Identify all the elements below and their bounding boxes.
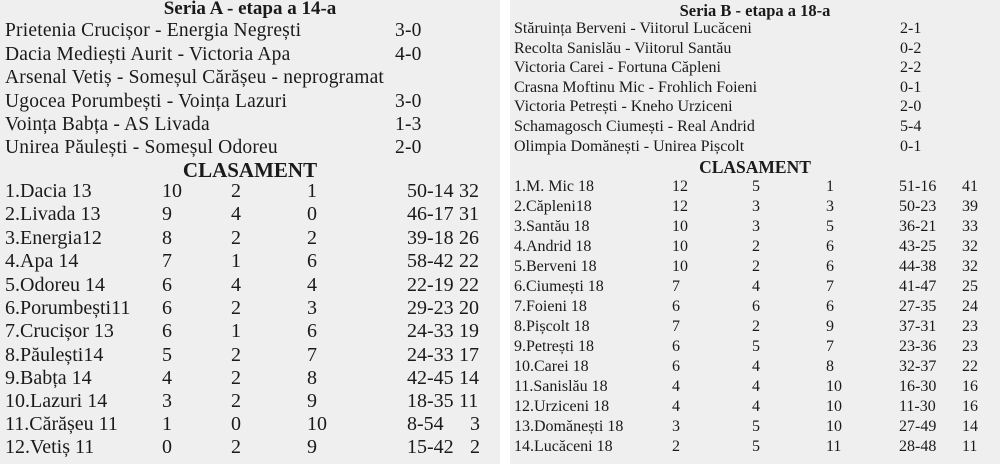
points-cell: 14: [459, 367, 479, 389]
draws-cell: 2: [231, 344, 241, 366]
team-cell: 4.Apa 14: [5, 250, 79, 272]
standings-row: [514, 198, 994, 218]
draws-cell: 2: [231, 367, 241, 389]
draws-cell: 5: [752, 438, 760, 455]
wins-cell: 10: [162, 180, 182, 202]
match-row: [5, 44, 495, 68]
team-cell: 9.Babța 14: [5, 367, 92, 389]
losses-cell: 9: [307, 390, 317, 412]
goals-cell: 16-30: [899, 378, 937, 395]
goals-cell: 8-54: [407, 413, 444, 435]
team-cell: 6.Porumbești11: [5, 297, 131, 319]
team-cell: 5.Odoreu 14: [5, 274, 105, 296]
team-cell: 3.Santău 18: [514, 218, 590, 235]
draws-cell: 1: [231, 250, 241, 272]
points-cell: 25: [962, 278, 978, 295]
wins-cell: 2: [672, 438, 680, 455]
losses-cell: 6: [826, 238, 834, 255]
standings-row: [5, 413, 495, 438]
standings-row: [514, 298, 994, 318]
draws-cell: 2: [752, 318, 760, 335]
standings-row: [514, 218, 994, 238]
team-cell: 13.Domănești 18: [514, 418, 624, 435]
draws-cell: 4: [752, 278, 760, 295]
points-cell: 33: [962, 218, 978, 235]
match-row: [5, 67, 495, 91]
team-cell: 10.Lazuri 14: [5, 390, 108, 412]
standings-row: [5, 203, 495, 228]
team-cell: 12.Vetiș 11: [5, 436, 95, 458]
points-cell: 23: [962, 338, 978, 355]
goals-cell: 27-49: [899, 418, 937, 435]
match-teams: Voința Babța - AS Livada: [5, 114, 210, 135]
standings-row: [514, 358, 994, 378]
serie-a-title: Seria A - etapa a 14-a: [163, 0, 337, 19]
match-score: 0-1: [900, 138, 922, 155]
goals-cell: 18-35: [407, 390, 454, 412]
wins-cell: 9: [162, 203, 172, 225]
match-score: 2-0: [395, 137, 422, 158]
points-cell: 41: [962, 178, 978, 195]
match-teams: Prietenia Crucișor - Energia Negrești: [5, 20, 302, 41]
goals-cell: 24-33: [407, 344, 454, 366]
team-cell: 8.Pișcolt 18: [514, 318, 590, 335]
match-row: [5, 114, 495, 138]
standings-row: [5, 344, 495, 369]
losses-cell: 1: [307, 180, 317, 202]
losses-cell: 11: [826, 438, 842, 455]
points-cell: 39: [962, 198, 978, 215]
goals-cell: 27-35: [899, 298, 937, 315]
points-cell: 16: [962, 378, 978, 395]
wins-cell: 6: [672, 298, 680, 315]
losses-cell: 3: [307, 297, 317, 319]
team-cell: 1.M. Mic 18: [514, 178, 594, 195]
losses-cell: 8: [307, 367, 317, 389]
points-cell: 22: [962, 358, 978, 375]
match-teams: Olimpia Domănești - Unirea Pișcolt: [514, 138, 745, 155]
serie-b-panel: [510, 0, 1000, 464]
draws-cell: 3: [752, 198, 760, 215]
points-cell: 2: [470, 436, 480, 458]
losses-cell: 6: [826, 298, 834, 315]
points-cell: 14: [962, 418, 978, 435]
goals-cell: 41-47: [899, 278, 937, 295]
match-teams: Schamagosch Ciumești - Real Andrid: [514, 118, 755, 135]
goals-cell: 43-25: [899, 238, 937, 255]
draws-cell: 5: [752, 418, 760, 435]
draws-cell: 4: [752, 398, 760, 415]
wins-cell: 6: [162, 320, 172, 342]
draws-cell: 2: [231, 436, 241, 458]
match-score: 3-0: [395, 20, 422, 41]
goals-cell: 44-38: [899, 258, 937, 275]
wins-cell: 4: [672, 378, 680, 395]
match-row: [514, 79, 994, 98]
points-cell: 11: [459, 390, 479, 412]
losses-cell: 6: [307, 250, 317, 272]
wins-cell: 12: [672, 198, 688, 215]
standings-row: [5, 227, 495, 252]
standings-row: [514, 418, 994, 438]
match-row: [5, 20, 495, 44]
standings-row: [514, 278, 994, 298]
standings-row: [514, 258, 994, 278]
team-cell: 2.Căpleni18: [514, 198, 592, 215]
wins-cell: 4: [672, 398, 680, 415]
losses-cell: 2: [307, 227, 317, 249]
match-score: 0-1: [900, 79, 922, 96]
points-cell: 22: [459, 250, 479, 272]
goals-cell: 24-33: [407, 320, 454, 342]
match-row: [514, 138, 994, 157]
wins-cell: 1: [162, 413, 172, 435]
losses-cell: 10: [307, 413, 327, 435]
wins-cell: 10: [672, 218, 688, 235]
wins-cell: 7: [672, 278, 680, 295]
match-teams: Arsenal Vetiș - Someșul Cărășeu - neprogramat: [5, 67, 385, 88]
losses-cell: 10: [826, 378, 842, 395]
draws-cell: 4: [752, 358, 760, 375]
wins-cell: 3: [162, 390, 172, 412]
standings-row: [5, 250, 495, 275]
goals-cell: 23-36: [899, 338, 937, 355]
team-cell: 10.Carei 18: [514, 358, 589, 375]
wins-cell: 7: [672, 318, 680, 335]
draws-cell: 5: [752, 338, 760, 355]
wins-cell: 10: [672, 258, 688, 275]
losses-cell: 7: [826, 338, 834, 355]
draws-cell: 1: [231, 320, 241, 342]
standings-row: [5, 320, 495, 345]
match-teams: Ugocea Porumbești - Voința Lazuri: [5, 91, 288, 112]
wins-cell: 8: [162, 227, 172, 249]
losses-cell: 10: [826, 398, 842, 415]
draws-cell: 2: [231, 227, 241, 249]
match-teams: Victoria Carei - Fortuna Căpleni: [514, 59, 721, 76]
standings-row: [5, 390, 495, 415]
match-score: 3-0: [395, 91, 422, 112]
team-cell: 2.Livada 13: [5, 203, 101, 225]
match-row: [514, 59, 994, 78]
standings-row: [5, 297, 495, 322]
match-teams: Stăruința Berveni - Viitorul Lucăceni: [514, 20, 752, 37]
points-cell: 31: [459, 203, 479, 225]
draws-cell: 6: [752, 298, 760, 315]
goals-cell: 11-30: [899, 398, 936, 415]
team-cell: 11.Cărășeu 11: [5, 413, 118, 435]
match-row: [514, 98, 994, 117]
match-teams: Dacia Mediești Aurit - Victoria Apa: [5, 44, 291, 65]
match-teams: Recolta Sanislău - Viitorul Santău: [514, 40, 732, 57]
standings-row: [5, 367, 495, 392]
team-cell: 6.Ciumești 18: [514, 278, 604, 295]
serie-b-title: Seria B - etapa a 18-a: [679, 1, 831, 20]
points-cell: 17: [459, 344, 479, 366]
wins-cell: 6: [162, 297, 172, 319]
match-teams: Victoria Petrești - Kneho Urziceni: [514, 98, 733, 115]
match-score: 2-0: [900, 98, 922, 115]
match-teams: Unirea Păulești - Someșul Odoreu: [5, 137, 278, 158]
match-score: 2-2: [900, 59, 922, 76]
points-cell: 19: [459, 320, 479, 342]
losses-cell: 8: [826, 358, 834, 375]
standings-row: [514, 338, 994, 358]
draws-cell: 0: [231, 413, 241, 435]
match-score: 0-2: [900, 40, 922, 57]
losses-cell: 10: [826, 418, 842, 435]
team-cell: 7.Crucișor 13: [5, 320, 114, 342]
points-cell: 16: [962, 398, 978, 415]
losses-cell: 0: [307, 203, 317, 225]
losses-cell: 3: [826, 198, 834, 215]
standings-row: [514, 178, 994, 198]
wins-cell: 4: [162, 367, 172, 389]
points-cell: 24: [962, 298, 978, 315]
match-row: [514, 118, 994, 137]
draws-cell: 4: [231, 203, 241, 225]
match-score: 4-0: [395, 44, 422, 65]
goals-cell: 32-37: [899, 358, 937, 375]
losses-cell: 9: [307, 436, 317, 458]
draws-cell: 5: [752, 178, 760, 195]
losses-cell: 9: [826, 318, 834, 335]
draws-cell: 2: [752, 238, 760, 255]
match-row: [514, 40, 994, 59]
standings-title: CLASAMENT: [699, 157, 811, 177]
standings-row: [5, 180, 495, 205]
match-row: [514, 20, 994, 39]
standings-row: [514, 398, 994, 418]
team-cell: 7.Foieni 18: [514, 298, 587, 315]
losses-cell: 4: [307, 274, 317, 296]
team-cell: 14.Lucăceni 18: [514, 438, 613, 455]
team-cell: 5.Berveni 18: [514, 258, 597, 275]
points-cell: 23: [962, 318, 978, 335]
draws-cell: 2: [752, 258, 760, 275]
points-cell: 22: [459, 274, 479, 296]
goals-cell: 46-17: [407, 203, 454, 225]
standings-row: [514, 378, 994, 398]
draws-cell: 3: [752, 218, 760, 235]
goals-cell: 22-19: [407, 274, 454, 296]
losses-cell: 6: [307, 320, 317, 342]
draws-cell: 2: [231, 390, 241, 412]
goals-cell: 28-48: [899, 438, 937, 455]
points-cell: 32: [962, 238, 978, 255]
losses-cell: 5: [826, 218, 834, 235]
wins-cell: 6: [672, 358, 680, 375]
draws-cell: 4: [752, 378, 760, 395]
match-score: 1-3: [395, 114, 422, 135]
standings-row: [514, 318, 994, 338]
losses-cell: 7: [826, 278, 834, 295]
goals-cell: 42-45: [407, 367, 454, 389]
goals-cell: 58-42: [407, 250, 454, 272]
goals-cell: 39-18: [407, 227, 454, 249]
team-cell: 9.Petrești 18: [514, 338, 594, 355]
points-cell: 11: [962, 438, 978, 455]
goals-cell: 50-14: [407, 180, 454, 202]
wins-cell: 3: [672, 418, 680, 435]
match-teams: Crasna Moftinu Mic - Frohlich Foieni: [514, 79, 758, 96]
match-row: [5, 91, 495, 115]
goals-cell: 29-23: [407, 297, 454, 319]
wins-cell: 6: [162, 274, 172, 296]
points-cell: 26: [459, 227, 479, 249]
standings-row: [514, 438, 994, 458]
wins-cell: 6: [672, 338, 680, 355]
team-cell: 12.Urziceni 18: [514, 398, 610, 415]
wins-cell: 5: [162, 344, 172, 366]
wins-cell: 10: [672, 238, 688, 255]
goals-cell: 51-16: [899, 178, 937, 195]
match-score: 5-4: [900, 118, 922, 135]
goals-cell: 36-21: [899, 218, 937, 235]
team-cell: 11.Sanislău 18: [514, 378, 608, 395]
team-cell: 1.Dacia 13: [5, 180, 92, 202]
draws-cell: 4: [231, 274, 241, 296]
wins-cell: 7: [162, 250, 172, 272]
team-cell: 8.Păulești14: [5, 344, 104, 366]
match-score: 2-1: [900, 20, 922, 37]
goals-cell: 37-31: [899, 318, 937, 335]
points-cell: 32: [962, 258, 978, 275]
standings-row: [514, 238, 994, 258]
losses-cell: 6: [826, 258, 834, 275]
goals-cell: 15-42: [407, 436, 454, 458]
wins-cell: 0: [162, 436, 172, 458]
draws-cell: 2: [231, 297, 241, 319]
points-cell: 3: [470, 413, 480, 435]
losses-cell: 7: [307, 344, 317, 366]
standings-row: [5, 274, 495, 299]
draws-cell: 2: [231, 180, 241, 202]
standings-title: CLASAMENT: [182, 158, 318, 182]
losses-cell: 1: [826, 178, 834, 195]
points-cell: 20: [459, 297, 479, 319]
team-cell: 3.Energia12: [5, 227, 102, 249]
points-cell: 32: [459, 180, 479, 202]
standings-row: [5, 436, 495, 461]
goals-cell: 50-23: [899, 198, 937, 215]
team-cell: 4.Andrid 18: [514, 238, 592, 255]
wins-cell: 12: [672, 178, 688, 195]
